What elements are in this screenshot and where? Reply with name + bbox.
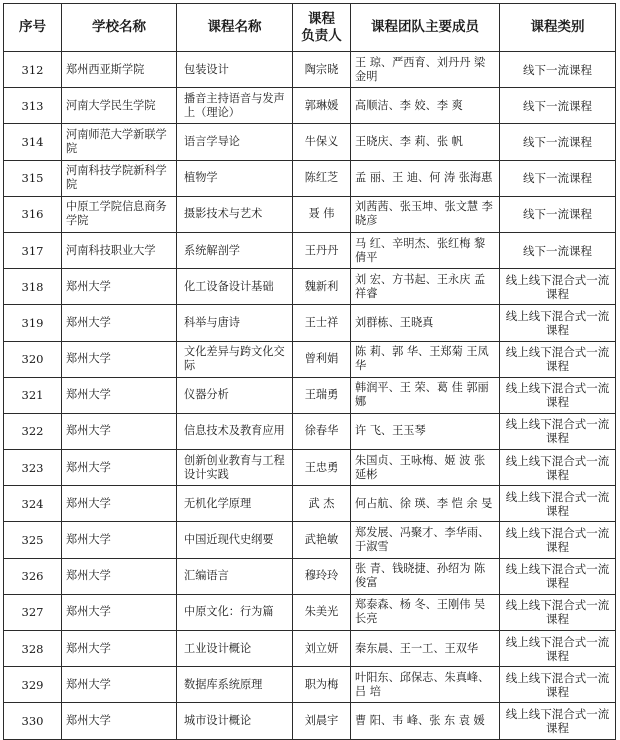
cell-school: 河南师范大学新联学院 — [62, 124, 177, 160]
cell-school: 河南大学民生学院 — [62, 88, 177, 124]
cell-category: 线上线下混合式一流课程 — [500, 269, 616, 305]
table-body — [4, 52, 616, 740]
cell-lead: 陈红芝 — [293, 160, 351, 196]
cell-school: 郑州大学 — [62, 377, 177, 413]
cell-index: 312 — [4, 52, 62, 88]
cell-lead: 职为梅 — [293, 667, 351, 703]
table-row — [4, 305, 616, 341]
table-row — [4, 413, 616, 449]
cell-lead: 刘立妍 — [293, 631, 351, 667]
table-row — [4, 52, 616, 88]
cell-team: 高顺洁、李 姣、李 爽 — [351, 88, 500, 124]
cell-category: 线下一流课程 — [500, 124, 616, 160]
cell-course: 摄影技术与艺术 — [177, 196, 293, 232]
header-school: 学校名称 — [62, 4, 177, 52]
cell-course: 无机化学原理 — [177, 486, 293, 522]
cell-index: 313 — [4, 88, 62, 124]
cell-team: 孟 丽、王 迪、何 涛 张海惠 — [351, 160, 500, 196]
cell-lead: 王瑞勇 — [293, 377, 351, 413]
cell-index: 330 — [4, 703, 62, 739]
cell-category: 线上线下混合式一流课程 — [500, 522, 616, 558]
cell-course: 包装设计 — [177, 52, 293, 88]
cell-index: 314 — [4, 124, 62, 160]
header-row — [4, 4, 616, 52]
header-lead — [293, 4, 351, 52]
cell-school: 郑州大学 — [62, 341, 177, 377]
cell-team: 何占航、徐 瑛、李 恺 余 旻 — [351, 486, 500, 522]
cell-school: 郑州大学 — [62, 486, 177, 522]
cell-category: 线上线下混合式一流课程 — [500, 667, 616, 703]
cell-category: 线下一流课程 — [500, 88, 616, 124]
cell-course: 城市设计概论 — [177, 703, 293, 739]
cell-school: 郑州大学 — [62, 450, 177, 486]
cell-team: 朱国贞、王咏梅、姬 波 张延彬 — [351, 450, 500, 486]
cell-course: 中原文化：行为篇 — [177, 594, 293, 630]
table-header — [4, 4, 616, 52]
cell-index: 323 — [4, 450, 62, 486]
cell-lead: 郭琳媛 — [293, 88, 351, 124]
header-course: 课程名称 — [177, 4, 293, 52]
cell-school: 郑州大学 — [62, 558, 177, 594]
cell-lead: 陶宗晓 — [293, 52, 351, 88]
cell-index: 324 — [4, 486, 62, 522]
header-team: 课程团队主要成员 — [351, 4, 500, 52]
cell-index: 317 — [4, 232, 62, 268]
table-row — [4, 558, 616, 594]
cell-course: 创新创业教育与工程设计实践 — [177, 450, 293, 486]
table-row — [4, 341, 616, 377]
cell-category: 线下一流课程 — [500, 160, 616, 196]
cell-index: 325 — [4, 522, 62, 558]
table-row — [4, 450, 616, 486]
cell-lead: 聂 伟 — [293, 196, 351, 232]
cell-school: 郑州大学 — [62, 522, 177, 558]
table-row — [4, 377, 616, 413]
cell-category: 线上线下混合式一流课程 — [500, 450, 616, 486]
cell-team: 王 琼、严西育、刘丹丹 梁金明 — [351, 52, 500, 88]
cell-index: 327 — [4, 594, 62, 630]
table-row — [4, 269, 616, 305]
cell-index: 329 — [4, 667, 62, 703]
cell-team: 曹 阳、韦 峰、张 东 袁 媛 — [351, 703, 500, 739]
cell-school: 郑州大学 — [62, 269, 177, 305]
cell-lead: 魏新利 — [293, 269, 351, 305]
cell-category: 线下一流课程 — [500, 52, 616, 88]
cell-course: 语言学导论 — [177, 124, 293, 160]
header-lead-line1: 课程 — [308, 10, 335, 27]
table-row — [4, 124, 616, 160]
cell-lead: 穆玲玲 — [293, 558, 351, 594]
cell-school: 郑州西亚斯学院 — [62, 52, 177, 88]
table-row — [4, 232, 616, 268]
cell-school: 郑州大学 — [62, 667, 177, 703]
cell-school: 郑州大学 — [62, 594, 177, 630]
cell-team: 刘茜茜、张玉坤、张文慧 李晓彦 — [351, 196, 500, 232]
cell-lead: 曾利娟 — [293, 341, 351, 377]
cell-team: 刘群栋、王晓真 — [351, 305, 500, 341]
cell-course: 文化差异与跨文化交际 — [177, 341, 293, 377]
cell-team: 张 青、钱晓捷、孙绍为 陈俊富 — [351, 558, 500, 594]
cell-team: 叶阳东、邱保志、朱真峰、吕 培 — [351, 667, 500, 703]
cell-team: 郑泰森、杨 冬、王刚伟 吴长亮 — [351, 594, 500, 630]
cell-category: 线上线下混合式一流课程 — [500, 486, 616, 522]
cell-lead: 武 杰 — [293, 486, 351, 522]
cell-team: 郑发展、冯聚才、李华雨、于淑雪 — [351, 522, 500, 558]
table-row — [4, 196, 616, 232]
cell-index: 321 — [4, 377, 62, 413]
cell-course: 系统解剖学 — [177, 232, 293, 268]
cell-school: 河南科技学院新科学院 — [62, 160, 177, 196]
cell-category: 线上线下混合式一流课程 — [500, 413, 616, 449]
cell-index: 322 — [4, 413, 62, 449]
cell-lead: 牛保义 — [293, 124, 351, 160]
cell-category: 线上线下混合式一流课程 — [500, 631, 616, 667]
cell-index: 328 — [4, 631, 62, 667]
cell-category: 线下一流课程 — [500, 232, 616, 268]
cell-course: 植物学 — [177, 160, 293, 196]
cell-category: 线下一流课程 — [500, 196, 616, 232]
cell-course: 科举与唐诗 — [177, 305, 293, 341]
cell-school: 郑州大学 — [62, 305, 177, 341]
table-row — [4, 522, 616, 558]
cell-course: 仪器分析 — [177, 377, 293, 413]
cell-index: 326 — [4, 558, 62, 594]
cell-course: 汇编语言 — [177, 558, 293, 594]
cell-team: 刘 宏、方书起、王永庆 孟祥睿 — [351, 269, 500, 305]
cell-team: 许 飞、王玉琴 — [351, 413, 500, 449]
cell-lead: 刘晨宇 — [293, 703, 351, 739]
header-index: 序号 — [4, 4, 62, 52]
cell-category: 线上线下混合式一流课程 — [500, 703, 616, 739]
table-row — [4, 594, 616, 630]
table-row — [4, 667, 616, 703]
table-row — [4, 486, 616, 522]
cell-school: 郑州大学 — [62, 703, 177, 739]
cell-course: 中国近现代史纲要 — [177, 522, 293, 558]
cell-team: 王晓庆、李 莉、张 帆 — [351, 124, 500, 160]
cell-team: 马 红、辛明杰、张红梅 黎倩平 — [351, 232, 500, 268]
cell-team: 陈 莉、郭 华、王郑菊 王凤华 — [351, 341, 500, 377]
table-row — [4, 160, 616, 196]
cell-index: 319 — [4, 305, 62, 341]
cell-category: 线上线下混合式一流课程 — [500, 341, 616, 377]
cell-school: 河南科技职业大学 — [62, 232, 177, 268]
cell-course: 信息技术及教育应用 — [177, 413, 293, 449]
header-lead-line2: 负责人 — [301, 27, 342, 44]
cell-team: 秦东晨、王一工、王双华 — [351, 631, 500, 667]
cell-lead: 王忠勇 — [293, 450, 351, 486]
cell-category: 线上线下混合式一流课程 — [500, 377, 616, 413]
cell-lead: 朱美光 — [293, 594, 351, 630]
table-row — [4, 631, 616, 667]
cell-course: 工业设计概论 — [177, 631, 293, 667]
table-row — [4, 88, 616, 124]
cell-lead: 徐春华 — [293, 413, 351, 449]
table-row — [4, 703, 616, 739]
course-list-table — [3, 3, 616, 740]
cell-index: 318 — [4, 269, 62, 305]
cell-lead: 王丹丹 — [293, 232, 351, 268]
cell-category: 线上线下混合式一流课程 — [500, 594, 616, 630]
cell-index: 315 — [4, 160, 62, 196]
cell-lead: 武艳敏 — [293, 522, 351, 558]
cell-school: 中原工学院信息商务学院 — [62, 196, 177, 232]
cell-course: 播音主持语音与发声上（理论） — [177, 88, 293, 124]
cell-course: 数据库系统原理 — [177, 667, 293, 703]
cell-school: 郑州大学 — [62, 413, 177, 449]
cell-school: 郑州大学 — [62, 631, 177, 667]
cell-course: 化工设备设计基础 — [177, 269, 293, 305]
cell-lead: 王士祥 — [293, 305, 351, 341]
cell-index: 320 — [4, 341, 62, 377]
cell-category: 线上线下混合式一流课程 — [500, 305, 616, 341]
cell-category: 线上线下混合式一流课程 — [500, 558, 616, 594]
cell-index: 316 — [4, 196, 62, 232]
cell-team: 韩润平、王 荣、葛 佳 郭丽娜 — [351, 377, 500, 413]
header-category: 课程类别 — [500, 4, 616, 52]
